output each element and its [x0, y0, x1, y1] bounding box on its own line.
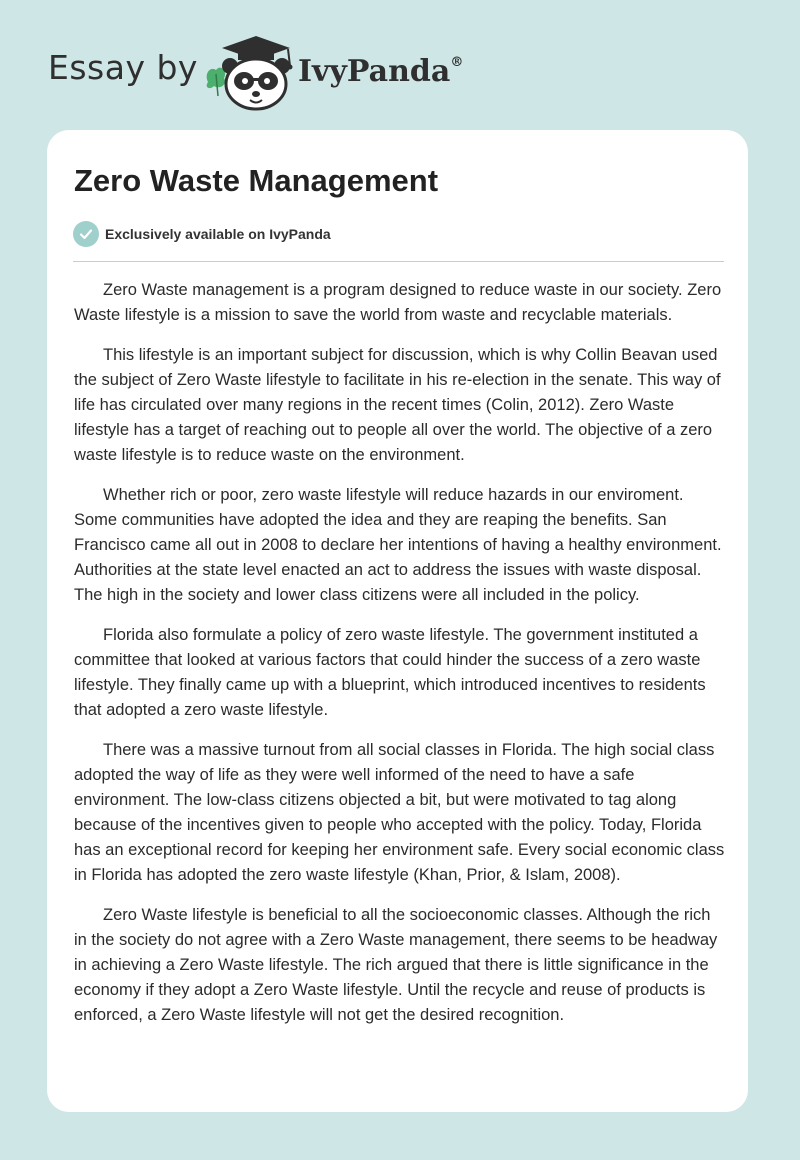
paragraph: There was a massive turnout from all social classes in Florida. The high social class adopted the way of life as they were well informed of the need to have a safe environment. The low-class citizens objected a bit, but were motivated to tag along because of the incentives given to people who accepted with the policy. Today, Florida has an exceptional record for keeping her environment safe. Every social economic class in Florida has adopted the zero waste lifestyle (Khan, Prior, & Islam, 2008).	[74, 741, 725, 884]
essay-by-label: Essay by	[48, 48, 198, 87]
essay-card	[47, 130, 748, 1112]
exclusive-badge-label: Exclusively available on IvyPanda	[105, 226, 331, 242]
paragraph: This lifestyle is an important subject for discussion, which is why Collin Beavan used the subject of Zero Waste lifestyle to facilitate in his re-election in the senate. This way of life has circulated over many regions in the recent times (Colin, 2012). Zero Waste lifestyle has a target of reaching out to people all over the world. The objective of a zero waste lifestyle is to reduce waste on the environment.	[74, 346, 721, 464]
registered-mark: ®	[450, 55, 464, 70]
paragraph: Florida also formulate a policy of zero waste lifestyle. The government instituted a committee that looked at various factors that could hinder the success of a zero waste lifestyle. They finally came up with a blueprint, which introduced incentives to residents that adopted a zero waste lifestyle.	[74, 626, 706, 719]
panda-graduate-logo-icon[interactable]	[202, 34, 298, 112]
paragraph: Zero Waste management is a program designed to reduce waste in our society. Zero Waste lifestyle is a mission to save the world from waste and recyclable materials.	[74, 281, 722, 324]
divider	[73, 261, 724, 262]
site-header	[48, 34, 548, 112]
paragraph: Zero Waste lifestyle is beneficial to all the socioeconomic classes. Although the rich in the society do not agree with a Zero Waste management, there seems to be headway in achieving a Zero Waste lifestyle. The rich argued that there is little significance in the economy if they adopt a Zero Waste lifestyle. Until the recycle and reuse of products is enforced, a Zero Waste lifestyle will not get the desired recognition.	[74, 906, 718, 1024]
paragraph: Whether rich or poor, zero waste lifestyle will reduce hazards in our enviroment. Some communities have adopted the idea and they are reaping the benefits. San Francisco came all out in 2008 to declare her intentions of having a healthy environment. Authorities at the state level enacted an act to address the issues with waste disposal. The high in the society and lower class citizens were all included in the policy.	[74, 486, 722, 604]
essay-body	[74, 278, 725, 1043]
essay-title: Zero Waste Management	[74, 163, 439, 198]
brand-name[interactable]: IvyPanda®	[298, 54, 464, 89]
exclusive-badge	[73, 221, 331, 247]
checkmark-icon	[73, 221, 99, 247]
